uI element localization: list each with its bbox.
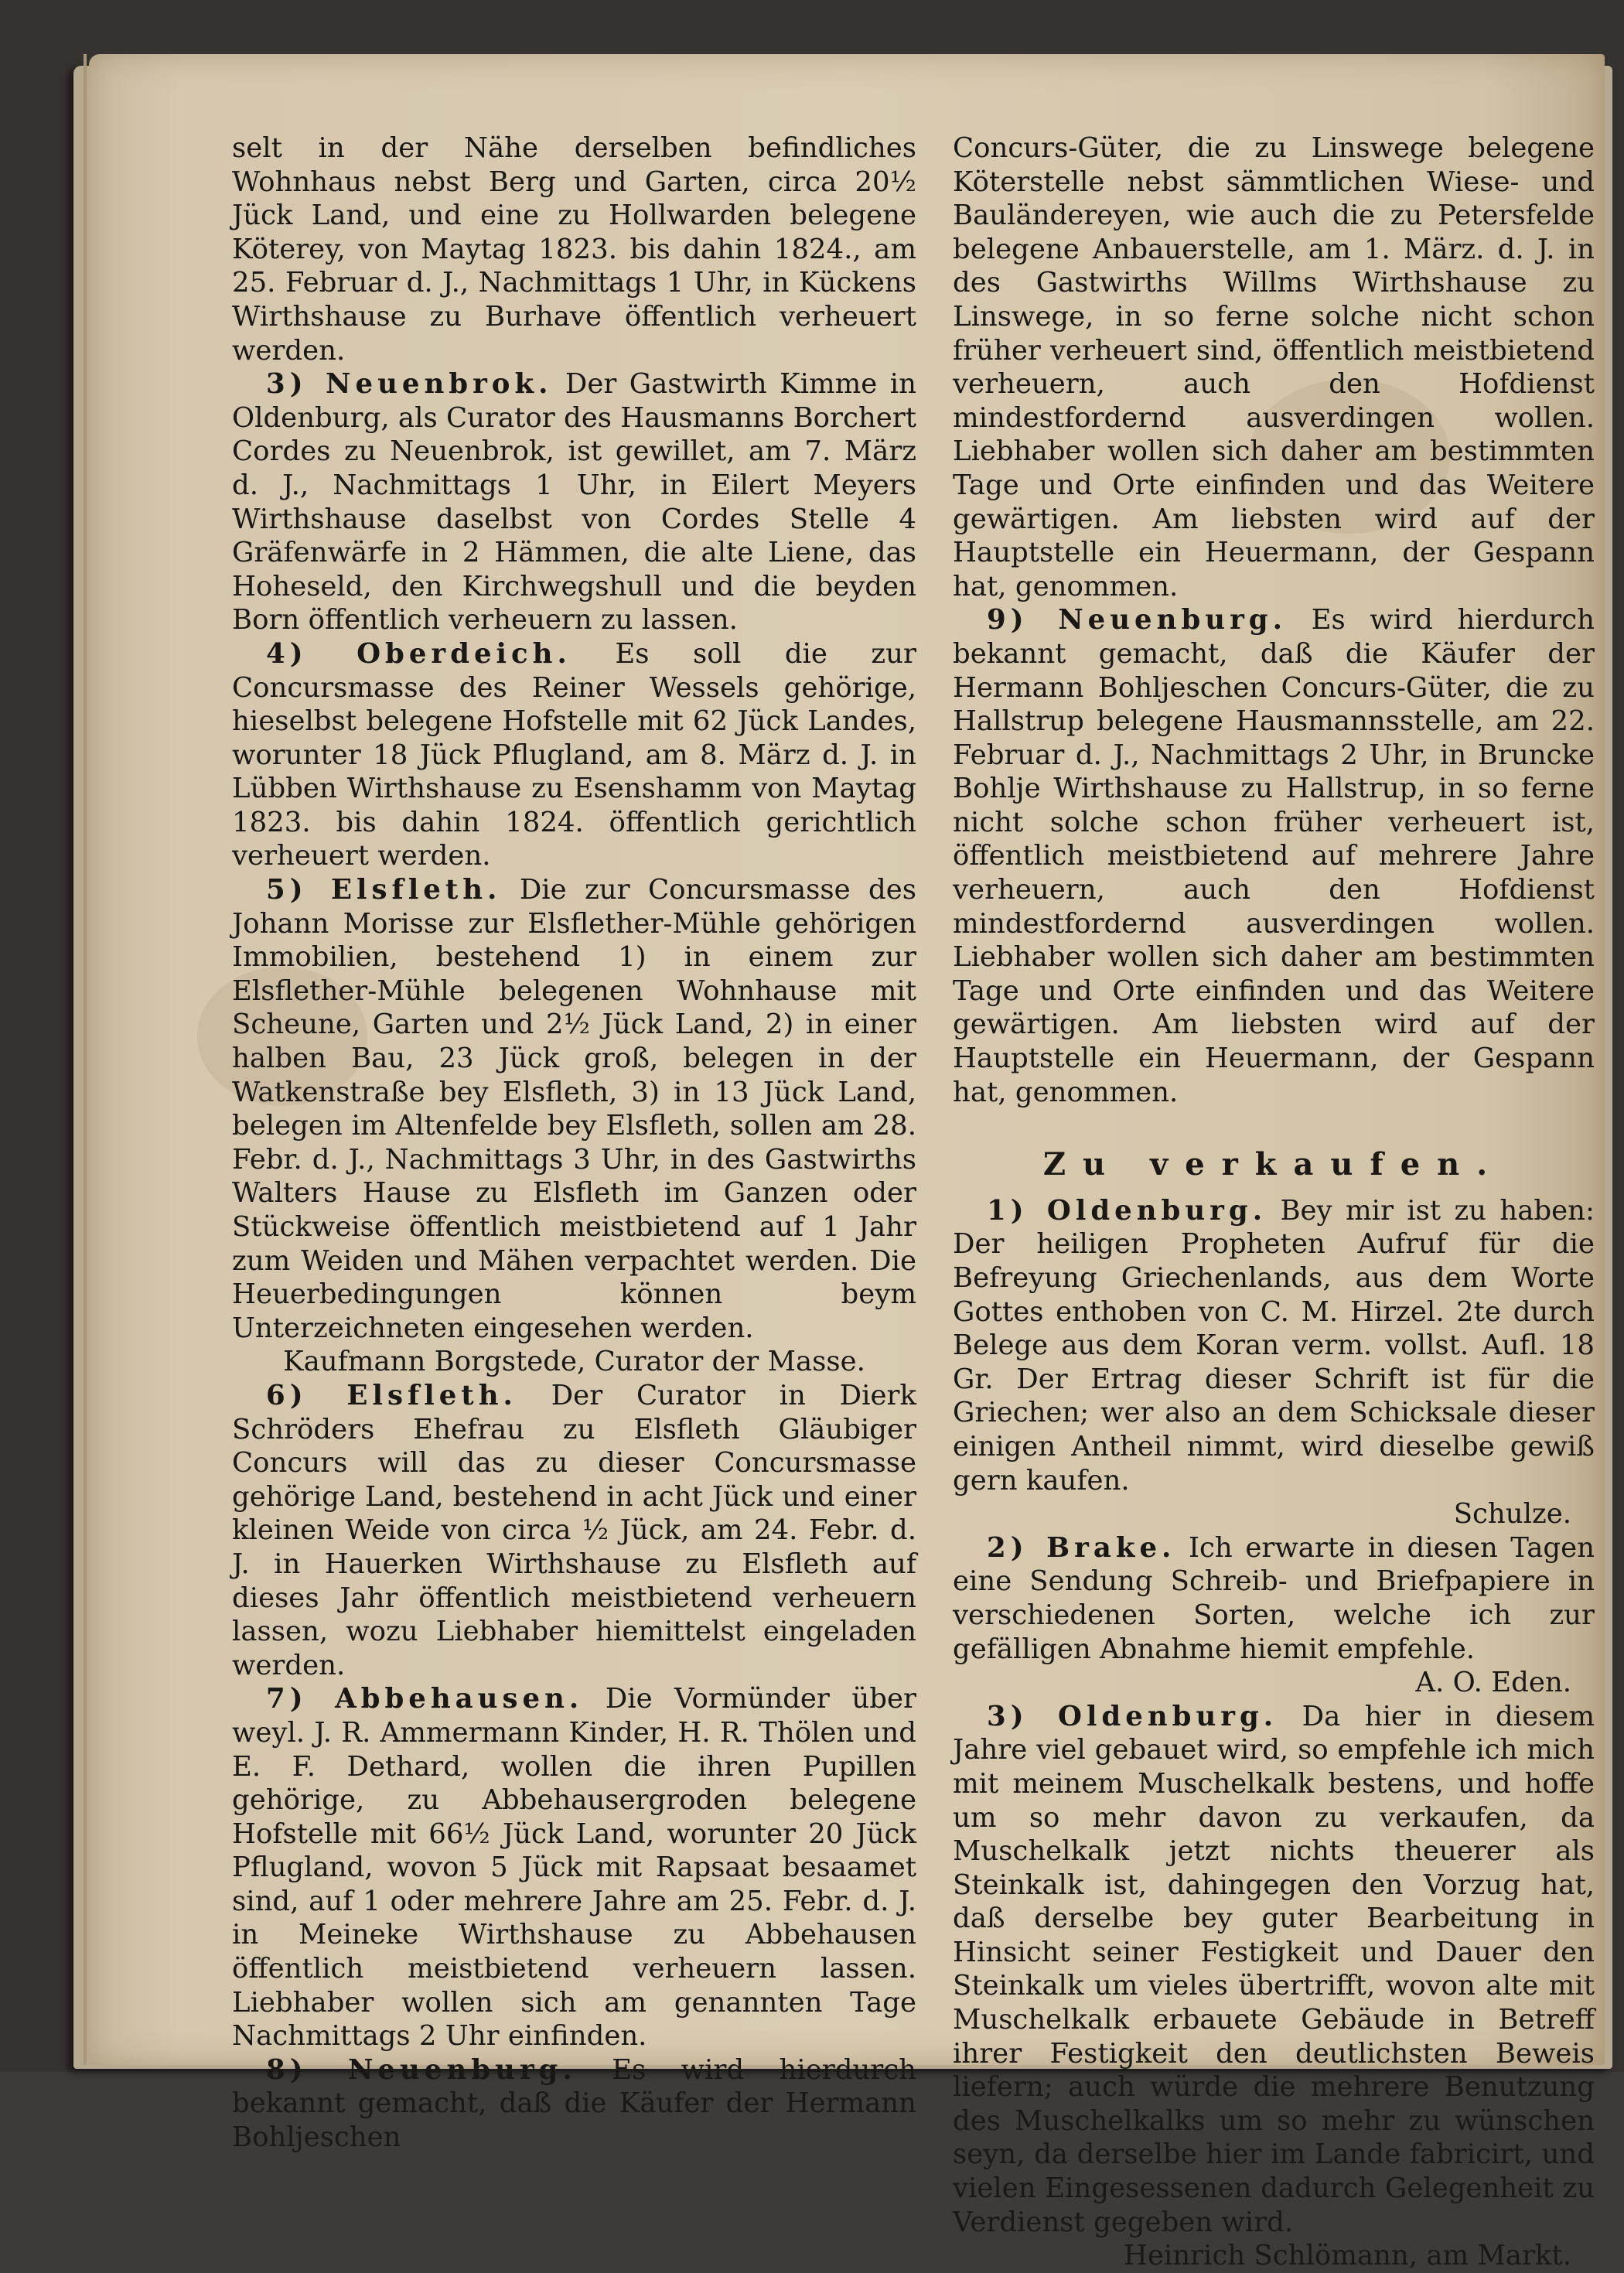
paragraph: [953, 131, 1595, 603]
paragraph: [232, 873, 916, 1345]
paragraph-heading: 2) Brake.: [987, 1531, 1176, 1564]
paragraph-text: Es wird hierdurch bekannt gemacht, daß die Käufer der Hermann Bohljeschen: [232, 2053, 916, 2154]
paragraph-heading: 4) Oberdeich.: [266, 637, 571, 670]
paragraph-heading: 5) Elsfleth.: [266, 874, 502, 906]
paragraph-text: Der Curator in Dierk Schröders Ehefrau zu Elsfleth Gläubiger Concurs will das zu dieser Concursmasse gehörige Land, bestehend in acht Jück und einer kleinen Weide von circa ½ Jück, am 24. Febr. d. J. in Hauerken Wirthshause zu Elsfleth auf dieses Jahr öffentlich meistbietend verheuern lassen, wozu Liebhaber hiemittelst eingeladen werden.: [232, 1379, 916, 1681]
signature: Heinrich Schlömann, am Markt.: [1123, 2240, 1571, 2272]
paragraph-text: Die zur Concursmasse des Johann Morisse zur Elsflether-Mühle gehörigen Immobilien, bestehend 1) in einem zur Elsflether-Mühle belegenen Wohnhause mit Scheune, Garten und 2½ Jück Land, 2) in einer halben Bau, 23 Jück groß, belegen in der Watkenstraße bey Elsfleth, 3) in 13 Jück Land, belegen im Altenfelde bey Elsfleth, sollen am 28. Febr. d. J., Nachmittags 3 Uhr, in des Gastwirths Walters Hause zu Elsfleth im Ganzen oder Stückweise öffentlich meistbietend auf 1 Jahr zum Weiden und Mähen verpachtet werden. Die Heuerbedingungen können beym Unterzeichneten eingesehen werden.: [232, 874, 916, 1344]
paragraph-text: Ich erwarte in diesen Tagen eine Sendung Schreib- und Briefpapiere in verschiedenen Sorten, welche ich zur gefälligen Abnahme hiemit empfehle.: [953, 1531, 1595, 1665]
paragraph-heading: 3) Oldenburg.: [987, 1700, 1278, 1732]
paragraph-heading: 7) Abbehausen.: [266, 1683, 584, 1715]
paragraph: [232, 131, 916, 367]
paragraph-heading: 8) Neuenburg.: [266, 2053, 577, 2086]
paragraph-text: Der Gastwirth Kimme in Oldenburg, als Curator des Hausmanns Borchert Cordes zu Neuenbrok, ist gewillet, am 7. März d. J., Nachmittags 1 Uhr, in Eilert Meyers Wirthshause daselbst von Cordes Stelle 4 Gräfenwärfe in 2 Hämmen, die alte Liene, das Hoheseld, den Kirchwegshull und die beyden Born öffentlich verheuern zu lassen.: [232, 368, 916, 637]
right-column: [953, 131, 1595, 2273]
paragraph: [953, 1194, 1595, 1497]
paragraph-text: Es soll die zur Concursmasse des Reiner Wessels gehörige, hieselbst belegene Hofstelle mit 62 Jück Landes, worunter 18 Jück Pflugland, am 8. März d. J. in Lübben Wirthshause zu Esenshamm von Maytag 1823. bis dahin 1824. öffentlich gerichtlich verheuert werden.: [232, 637, 916, 872]
paragraph-text: selt in der Nähe derselben befindliches Wohnhaus nebst Berg und Garten, circa 20½ Jück Land, und eine zu Hollwarden belegene Köterey, von Maytag 1823. bis dahin 1824., am 25. Februar d. J., Nachmittags 1 Uhr, in Kückens Wirthshause zu Burhave öffentlich verheuert werden.: [232, 132, 916, 367]
paragraph: [953, 1700, 1595, 2240]
paragraph-heading: 9) Neuenburg.: [987, 604, 1287, 637]
paragraph-text: Concurs-Güter, die zu Linswege belegene Köterstelle nebst sämmtlichen Wiese- und Bauländereyen, wie auch die zu Petersfelde belegene Anbauerstelle, am 1. März. d. J. in des Gastwirths Willms Wirthshause zu Linswege, in so ferne solche nicht schon früher verheuert sind, öffentlich meistbietend verheuern, auch den Hofdienst mindestfordernd ausverdingen wollen. Liebhaber wollen sich daher am bestimmten Tage und Orte einfinden und das Weitere gewärtigen. Am liebsten wird auf der Hauptstelle ein Heuermann, der Gespann hat, genommen.: [953, 132, 1595, 602]
page-edge: [84, 54, 87, 2065]
paragraph-text: Da hier in diesem Jahre viel gebauet wird, so empfehle ich mich mit meinem Muschelkalk bestens, und hoffe um so mehr davon zu verkaufen, da Muschelkalk jetzt nichts theuerer als Steinkalk ist, dahingegen den Vorzug hat, daß derselbe bey guter Bearbeitung in Hinsicht seiner Festigkeit und Dauer den Steinkalk um vieles übertrifft, wovon alte mit Muschelkalk erbauete Gebäude in Betreff ihrer Festigkeit den deutlichsten Beweis liefern; auch würde die mehrere Benutzung des Muschelkalks um so mehr zu wünschen seyn, da derselbe hier im Lande fabricirt, und vielen Eingesessenen dadurch Gelegenheit zu Verdienst gegeben wird.: [953, 1700, 1595, 2238]
paragraph-text: Bey mir ist zu haben: Der heiligen Propheten Aufruf für die Befreyung Griechenlands, aus dem Worte Gottes enthoben von C. M. Hirzel. 2te durch Belege aus dem Koran verm. vollst. Aufl. 18 Gr. Der Ertrag dieser Schrift ist für die Griechen; wer also an dem Schicksale dieser einigen Antheil nimmt, wird dieselbe gewiß gern kaufen.: [953, 1194, 1595, 1497]
left-column: [232, 131, 916, 2155]
paragraph-text: Die Vormünder über weyl. J. R. Ammermann Kinder, H. R. Thölen und E. F. Dethard, wollen die ihren Pupillen gehörige, zu Abbehausergroden belegene Hofstelle mit 66½ Jück Land, worunter 20 Jück Pflugland, wovon 5 Jück mit Rapsaat besaamet sind, auf 1 oder mehrere Jahre am 25. Febr. d. J. in Meineke Wirthshause zu Abbehausen öffentlich meistbietend verheuern lassen. Liebhaber wollen sich am genannten Tage Nachmittags 2 Uhr einfinden.: [232, 1683, 916, 2053]
paragraph-heading: 1) Oldenburg.: [987, 1194, 1267, 1227]
paragraph: [232, 637, 916, 873]
paragraph: [232, 2053, 916, 2155]
signature: Kaufmann Borgstede, Curator der Masse.: [283, 1346, 865, 1378]
paragraph: [232, 367, 916, 637]
paragraph: [232, 1379, 916, 1682]
paragraph-heading: 6) Elsfleth.: [266, 1379, 517, 1411]
paragraph: [953, 1531, 1595, 1666]
signature: Schulze.: [1453, 1498, 1571, 1531]
paragraph-text: Es wird hierdurch bekannt gemacht, daß die Käufer der Hermann Bohljeschen Concurs-Güter, die zu Hallstrup belegene Hausmannsstelle, am 22. Februar d. J., Nachmittags 2 Uhr, in Bruncke Bohlje Wirthshause zu Hallstrup, in so ferne nicht solche schon früher verheuert ist, öffentlich meistbietend auf mehrere Jahre verheuern, auch den Hofdienst mindestfordernd ausverdingen wollen. Liebhaber wollen sich daher am bestimmten Tage und Orte einfinden und das Weitere gewärtigen. Am liebsten wird auf der Hauptstelle ein Heuermann, der Gespann hat, genommen.: [953, 604, 1595, 1108]
paragraph: [953, 603, 1595, 1109]
section-title: Zu verkaufen.: [1042, 1146, 1505, 1183]
signature: A. O. Eden.: [1415, 1667, 1571, 1699]
paragraph: [232, 1682, 916, 2053]
paragraph-heading: 3) Neuenbrok.: [266, 368, 553, 401]
